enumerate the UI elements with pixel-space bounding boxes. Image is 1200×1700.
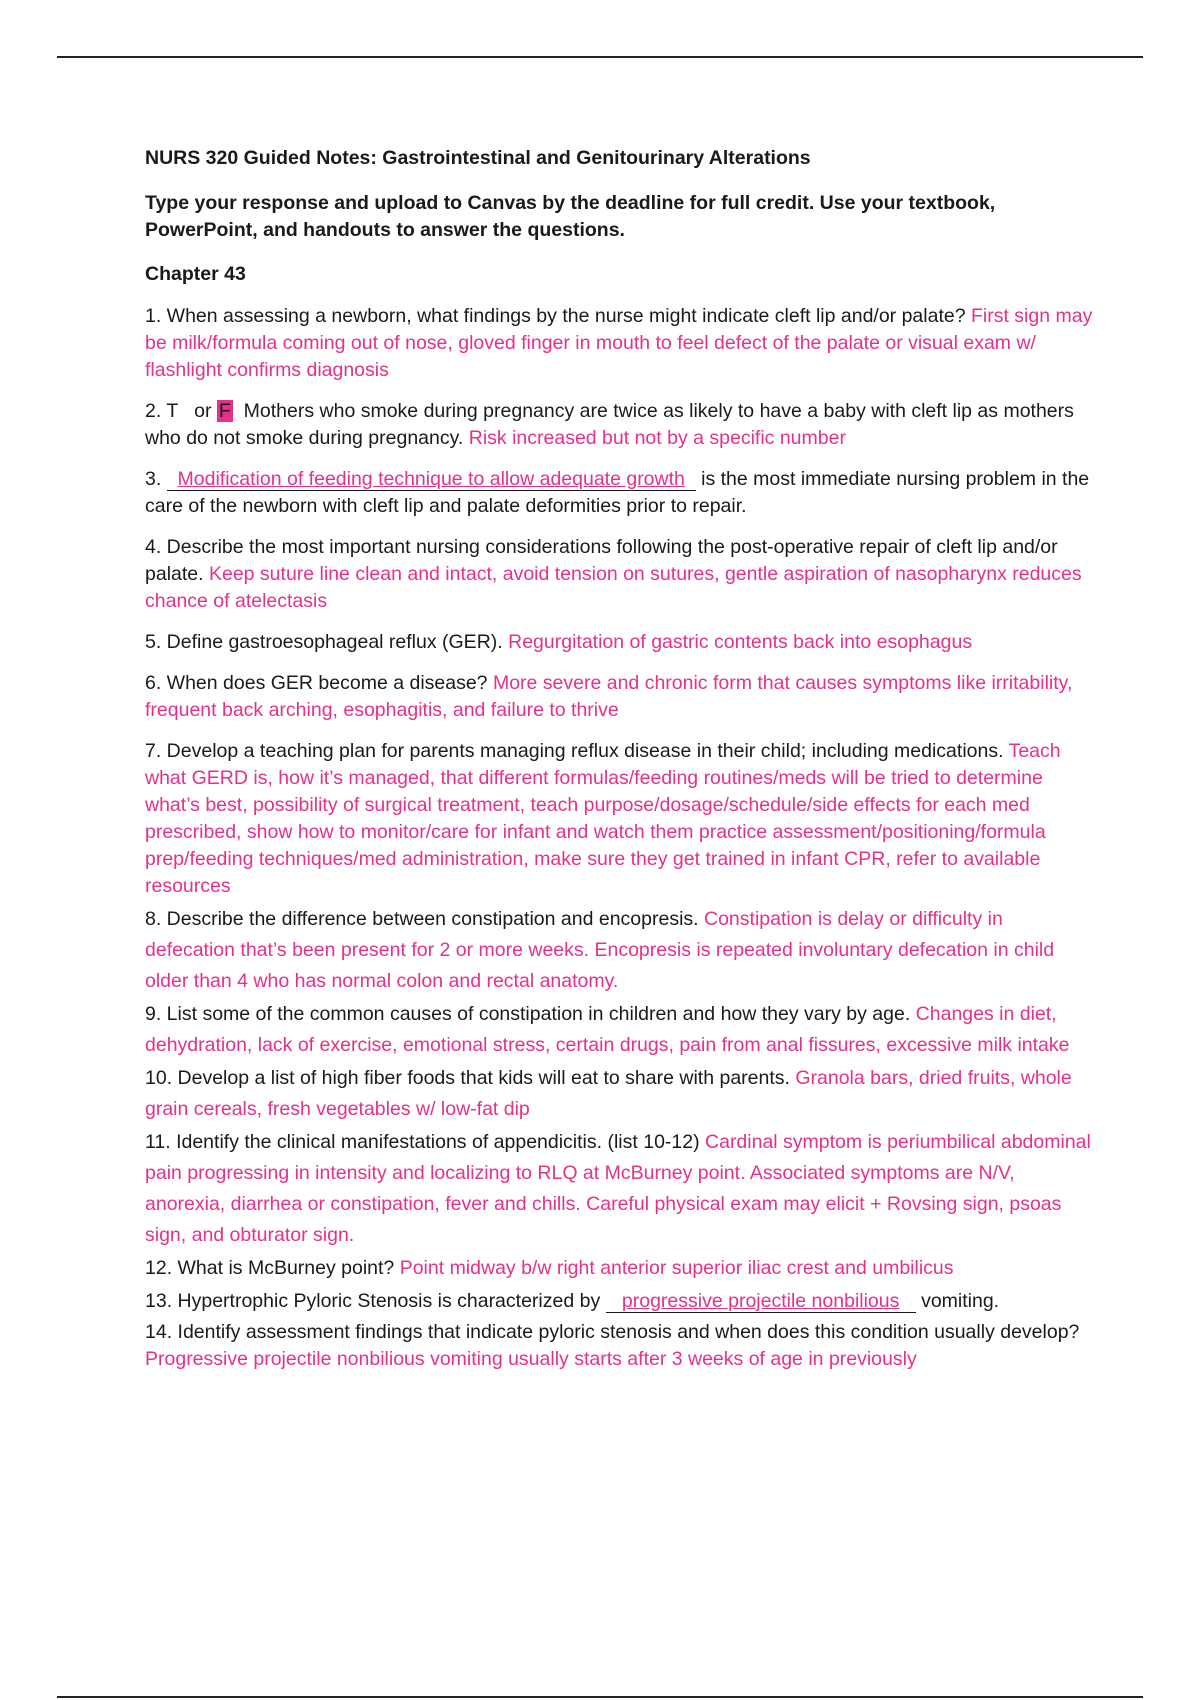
question-text: 6. When does GER become a disease? [145, 672, 493, 694]
answer-text: Regurgitation of gastric contents back into esophagus [508, 631, 973, 653]
question-text: 14. Identify assessment findings that indicate pyloric stenosis and when does this condition usually develop? [145, 1321, 1080, 1343]
question-text: 5. Define gastroesophageal reflux (GER). [145, 631, 509, 653]
top-rule [57, 56, 1143, 58]
document-body [145, 145, 1095, 1377]
answer-text: Progressive projectile nonbilious vomiting usually starts after 3 weeks of age in previously [145, 1348, 917, 1370]
question-1 [145, 303, 1095, 384]
question-text: is the most immediate nursing problem in the care of the newborn with cleft lip and palate deformities prior to repair. [145, 468, 1090, 517]
answer-text: More severe and chronic form that causes symptoms like irritability, frequent back arching, esophagitis, and failure to thrive [145, 672, 1073, 721]
question-6 [145, 670, 1095, 724]
question-prefix: 13. Hypertrophic Pyloric Stenosis is characterized by [145, 1290, 606, 1312]
question-14 [145, 1319, 1095, 1373]
answer-text: Teach what GERD is, how it’s managed, that different formulas/feeding routines/meds will be tried to determine what’s best, possibility of surgical treatment, teach purpose/dosage/schedule/side effects for each med prescribed, show how to monitor/care for infant and watch them practice assessment/positioning/formula prep/feeding techniques/med administration, make sure they get trained in infant CPR, refer to available resources [145, 740, 1061, 897]
question-12 [145, 1253, 1095, 1284]
question-prefix: 2. T or [145, 400, 217, 422]
question-11 [145, 1127, 1095, 1251]
question-3 [145, 466, 1095, 520]
question-text: 12. What is McBurney point? [145, 1257, 400, 1279]
blank-answer: progressive projectile nonbilious [621, 1290, 900, 1312]
instructions: Type your response and upload to Canvas by the deadline for full credit. Use your textbook, PowerPoint, and handouts to answer the questions. [145, 192, 996, 241]
fill-in-blank [606, 1290, 916, 1313]
answer-text: First sign may be milk/formula coming out of nose, gloved finger in mouth to feel defect of the palate or visual exam w/ flashlight confirms diagnosis [145, 305, 1093, 381]
question-text: 10. Develop a list of high fiber foods that kids will eat to share with parents. [145, 1067, 796, 1089]
answer-text: Changes in diet, dehydration, lack of exercise, emotional stress, certain drugs, pain from anal fissures, excessive milk intake [145, 1003, 1070, 1056]
question-9 [145, 999, 1095, 1061]
question-text: 8. Describe the difference between constipation and encopresis. [145, 908, 704, 930]
question-text: 7. Develop a teaching plan for parents managing reflux disease in their child; including medications. [145, 740, 1009, 762]
answer-text: Keep suture line clean and intact, avoid tension on sutures, gentle aspiration of nasopharynx reduces chance of atelectasis [145, 563, 1082, 612]
question-5 [145, 629, 1095, 656]
bottom-rule [57, 1696, 1143, 1698]
blank-answer: Modification of feeding technique to allow adequate growth [177, 468, 685, 490]
question-text: 11. Identify the clinical manifestations of appendicitis. (list 10-12) [145, 1131, 706, 1153]
question-text: 1. When assessing a newborn, what findings by the nurse might indicate cleft lip and/or palate? [145, 305, 971, 327]
question-13 [145, 1286, 1095, 1317]
question-prefix: 3. [145, 468, 167, 490]
fill-in-blank [167, 468, 696, 491]
chapter-heading: Chapter 43 [145, 263, 246, 285]
answer-text: Cardinal symptom is periumbilical abdominal pain progressing in intensity and localizing to RLQ at McBurney point. Associated symptoms are N/V, anorexia, diarrhea or constipation, fever and chills. Careful physical exam may elicit + Rovsing sign, psoas sign, and obturator sign. [145, 1131, 1091, 1246]
question-7 [145, 738, 1095, 900]
answer-text: Constipation is delay or difficulty in defecation that’s been present for 2 or more weeks. Encopresis is repeated involuntary defecation in child older than 4 who has normal colon and rectal anatomy. [145, 908, 1055, 992]
question-text: 9. List some of the common causes of constipation in children and how they vary by age. [145, 1003, 916, 1025]
question-8 [145, 904, 1095, 997]
question-text: 4. Describe the most important nursing considerations following the post-operative repair of cleft lip and/or palate. [145, 536, 1058, 585]
document-title: NURS 320 Guided Notes: Gastrointestinal and Genitourinary Alterations [145, 147, 811, 169]
question-10 [145, 1063, 1095, 1125]
answer-text: Granola bars, dried fruits, whole grain cereals, fresh vegetables w/ low-fat dip [145, 1067, 1072, 1120]
answer-text: Risk increased but not by a specific number [468, 427, 846, 449]
answer-text: Point midway b/w right anterior superior iliac crest and umbilicus [399, 1257, 954, 1279]
question-4 [145, 534, 1095, 615]
question-suffix: vomiting. [915, 1290, 1000, 1312]
selected-choice-highlight: F [218, 400, 231, 422]
question-2 [145, 398, 1095, 452]
question-text: Mothers who smoke during pregnancy are twice as likely to have a baby with cleft lip as mothers who do not smoke during pregnancy. [145, 400, 1080, 449]
